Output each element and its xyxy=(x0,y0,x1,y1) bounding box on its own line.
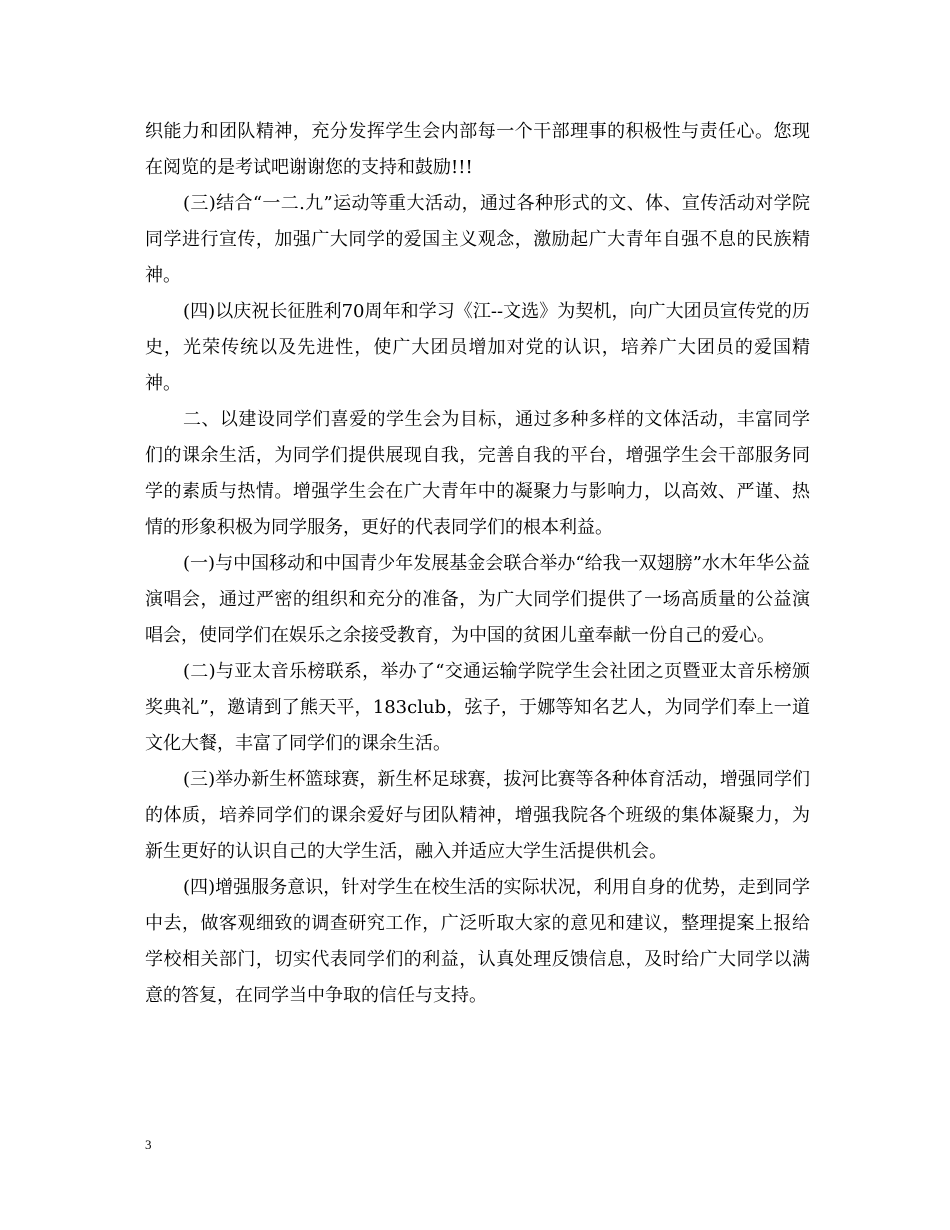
paragraph-item-3-may-4th: (三)结合“一二.九”运动等重大活动，通过各种形式的文、体、宣传活动对学院同学进行宣传，加强广大同学的爱国主义观念，激励起广大青年自强不息的民族精神。 xyxy=(145,193,810,286)
paragraph-item-2-music-awards: (二)与亚太音乐榜联系，举办了“交通运输学院学生会社团之页暨亚太音乐榜颁奖典礼”，邀请到了熊天平，183club，弦子，于娜等知名艺人，为同学们奉上一道文化大餐，丰富了同学们的课余生活。 xyxy=(145,661,810,754)
page-number: 3 xyxy=(145,1137,152,1152)
paragraph-item-4-service: (四)增强服务意识，针对学生在校生活的实际状况，利用自身的优势，走到同学中去，做客观细致的调查研究工作，广泛听取大家的意见和建议，整理提案上报给学校相关部门，切实代表同学们的利益，认真处理反馈信息，及时给广大同学以满意的答复，在同学当中争取的信任与支持。 xyxy=(145,877,810,1006)
paragraph-item-4-long-march: (四)以庆祝长征胜利70周年和学习《江--文选》为契机，向广大团员宣传党的历史，光荣传统以及先进性，使广大团员增加对党的认识，培养广大团员的爱国精神。 xyxy=(145,301,810,394)
paragraph-item-1-concert: (一)与中国移动和中国青少年发展基金会联合举办“给我一双翅膀”水木年华公益演唱会，通过严密的组织和充分的准备，为广大同学们提供了一场高质量的公益演唱会，使同学们在娱乐之余接受教育，为中国的贫困儿童奉献一份自己的爱心。 xyxy=(145,553,810,646)
paragraph-item-3-sports: (三)举办新生杯篮球赛，新生杯足球赛，拔河比赛等各种体育活动，增强同学们的体质，培养同学们的课余爱好与团队精神，增强我院各个班级的集体凝聚力，为新生更好的认识自己的大学生活，融入并适应大学生活提供机会。 xyxy=(145,769,810,862)
document-body xyxy=(145,114,810,1014)
paragraph-section-2: 二、以建设同学们喜爱的学生会为目标，通过多种多样的文体活动，丰富同学们的课余生活，为同学们提供展现自我，完善自我的平台，增强学生会干部服务同学的素质与热情。增强学生会在广大青年中的凝聚力与影响力，以高效、严谨、热情的形象积极为同学服务，更好的代表同学们的根本利益。 xyxy=(145,409,810,538)
paragraph-continuation: 织能力和团队精神，充分发挥学生会内部每一个干部理事的积极性与责任心。您现在阅览的是考试吧谢谢您的支持和鼓励!!! xyxy=(145,121,810,178)
